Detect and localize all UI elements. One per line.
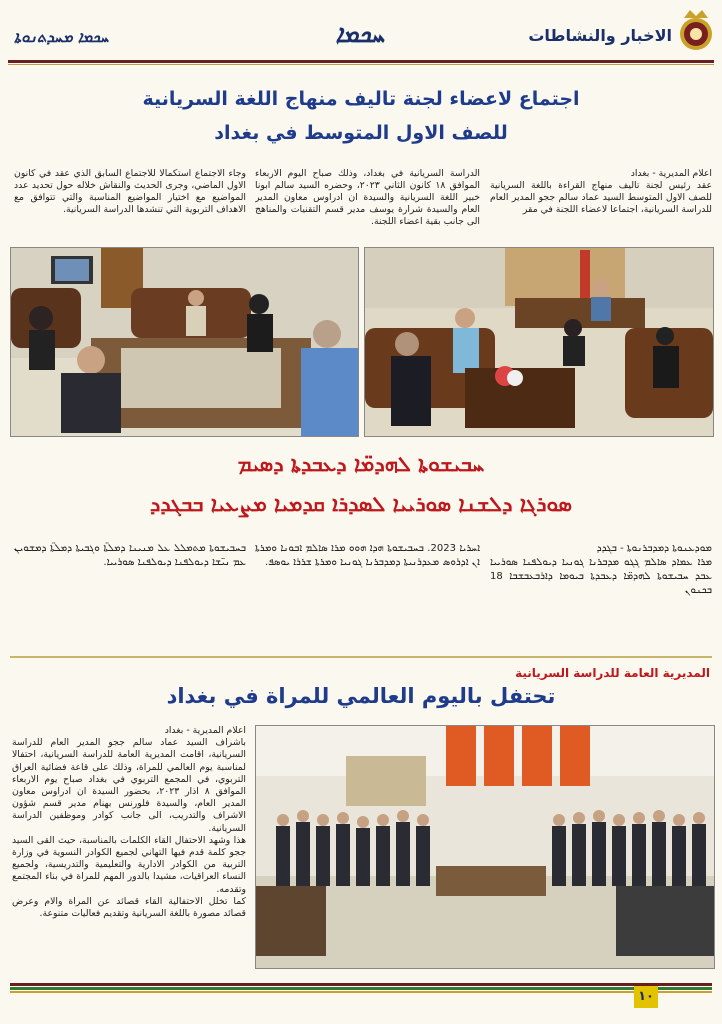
magazine-logo-text: ܚܟܡܐ bbox=[335, 20, 385, 48]
page-header bbox=[0, 0, 722, 66]
article2-title-line1: ܚܒܝܫܘܬܐ ܠܗܕܡ̈ܐ ܕܥܒܕܬܐ ܕܣܝܡ bbox=[237, 452, 485, 476]
article1-column-right: اعلام المديرية - بغداد عقد رئيس لجنة تاليف منهاج القراءة باللغة السريانية للصف الاول المتوسط السيد عماد سالم ججو المدير العام للدراسة السريانية، اجتماعا لاعضاء اللجنة في مقر bbox=[490, 168, 712, 215]
article1-title-line1: اجتماع لاعضاء لجنة تاليف منهاج اللغة السريانية bbox=[142, 88, 580, 110]
page-number: ١٠ bbox=[634, 986, 658, 1008]
meeting-photo-right bbox=[364, 247, 714, 437]
header-rule-gold bbox=[8, 64, 714, 65]
article2-column-right: ܡܘܕܥܢܘܬܐ ܕܡܕܒܪܢܘܬܐ - ܒܓܕܕ ܡܪܐ ܥܡܐܕ ܣܐܠܡ ܓܓܘ ܡܕܒܪܢܐ ܓܘܢܝܐ ܕܝܘܠܦܢܐ ܣܘܪܝܝܐ ܥܒܕ ܚܒܝܫܘܬܐ ܠܗܕܡ̈ܐ ܕܥܒܕܬܐ ܒܝܘܡܐ ܕܐܪܒܥܒܫܒܐ 18 ܒܟܢܘܢ bbox=[490, 543, 712, 596]
celebration-photo bbox=[255, 725, 715, 969]
section-title: الاخبار والنشاطات bbox=[528, 26, 672, 45]
meeting-photo-left bbox=[10, 247, 359, 437]
article2-column-left: ܒܚܒܝܫܘܬܐ ܡܬܡܠܠ ܥܠ ܡܢܝܢܐ ܕܡܠܬ̈ܐ ܘܓܒܝܬܐ ܕܡܠܬ̈ܐ ܕܡܫܘܝܢ ܥܡ ܢܝ̈ܫܐ ܕܝܘܠܦܢܐ ܕܝܘܠܦܢܐ ܣܘܪܝܝܐ. bbox=[14, 543, 246, 568]
article3-title: تحتفل باليوم العالمي للمراة في بغداد bbox=[166, 684, 556, 708]
article1-column-left: وجاء الاجتماع استكمالا للاجتماع السابق الذي عقد في كانون الاول الماضي، وجرى الحديث والنقاش خلاله حول تحديد عدد المواضيع مع اختيار المواضيع المناسبة والتي تتوافق مع الاهداف التربوية التي تنشدها الدراسة السريانية. bbox=[14, 168, 246, 215]
article3-subtitle: المديرية العامة للدراسة السريانية bbox=[515, 666, 710, 680]
footer-bar bbox=[0, 978, 722, 988]
emblem-icon bbox=[676, 8, 716, 52]
article1-column-middle: الدراسة السريانية في بغداد، وذلك صباح اليوم الاربعاء الموافق ١٨ كانون الثاني ٢٠٢٣، وحضره السيد سالم ابونا خبير اللغة السريانية والسيدة ان ادراوس معاون المدير العام والسيدة شرارة يوسف مدير قسم التقنيات والمناهج الى جانب بقية اعضاء اللجنة. bbox=[255, 168, 480, 227]
article3-body: اعلام المديرية - بغداد باشراف السيد عماد سالم ججو المدير العام للدراسة السريانية، اقامت المديرية العامة للدراسة السريانية، احتفالا لمناسبة يوم العالمي للمراة، وذلك على قاعة فضائية العراق التربوي، في المجمع التربوي في بغداد صباح يوم الاربعاء الموافق ٨ اذار ٢٠٢٣، بحضور السيدة ان ادراوس معاون المدير العام، والسيدة فلورنس بهنام مدير قسم شؤون الاشراف والتدريب، الى جانب كوادر وموظفين الدراسة السريانية. هذا وشهد الاحتفال القاء الكلمات بالمناسبة، حيث القى السيد ججو كلمة قدم فيها التهاني لجميع الكوادر النسوية في وزارة التربية من الكوادر الادارية والتعليمية والتدريسية، ولجميع النساء العراقيات، مشيدا بالدور المهم للمراة في بناء المجتمع وتقدمه. كما تخلل الاحتفالية القاء قصائد عن المراة والام وعرض قصائد مصورة باللغة السريانية وتقديم فعاليات متنوعة. bbox=[12, 725, 246, 920]
article1-title-line2: للصف الاول المتوسط في بغداد bbox=[214, 122, 508, 144]
magazine-title-left: ܚܟܡܐ ܡܚܕܬܢܘܬܐ bbox=[14, 28, 109, 46]
section-divider bbox=[10, 656, 712, 658]
article2-column-middle: ܐܚܪܝܐ 2023. ܒܚܒܝܫܘܬܐ ܗܕܐ ܗܘܘ ܡܪܐ ܣܐܠܡ ܐܒܘܢܐ ܘܡܪܬܐ ܐܢ ܐܕܪܘܣ ܡܥܕܪܢܝܬܐ ܕܡܕܒܪܢܐ ܓܘܢܝܐ ܘܡܪܬܐ ܫܪܪܐ ܝܘܣܦ. bbox=[255, 543, 480, 568]
header-rule bbox=[8, 60, 714, 63]
article2-title-line2: ܣܘܪܓܐ ܕܠܫܢܐ ܣܘܪܝܝܐ ܠܣܕܪܐ ܩܕܡܝܐ ܡܨܥܝܐ ܒܒܓܕܕ bbox=[149, 492, 573, 516]
